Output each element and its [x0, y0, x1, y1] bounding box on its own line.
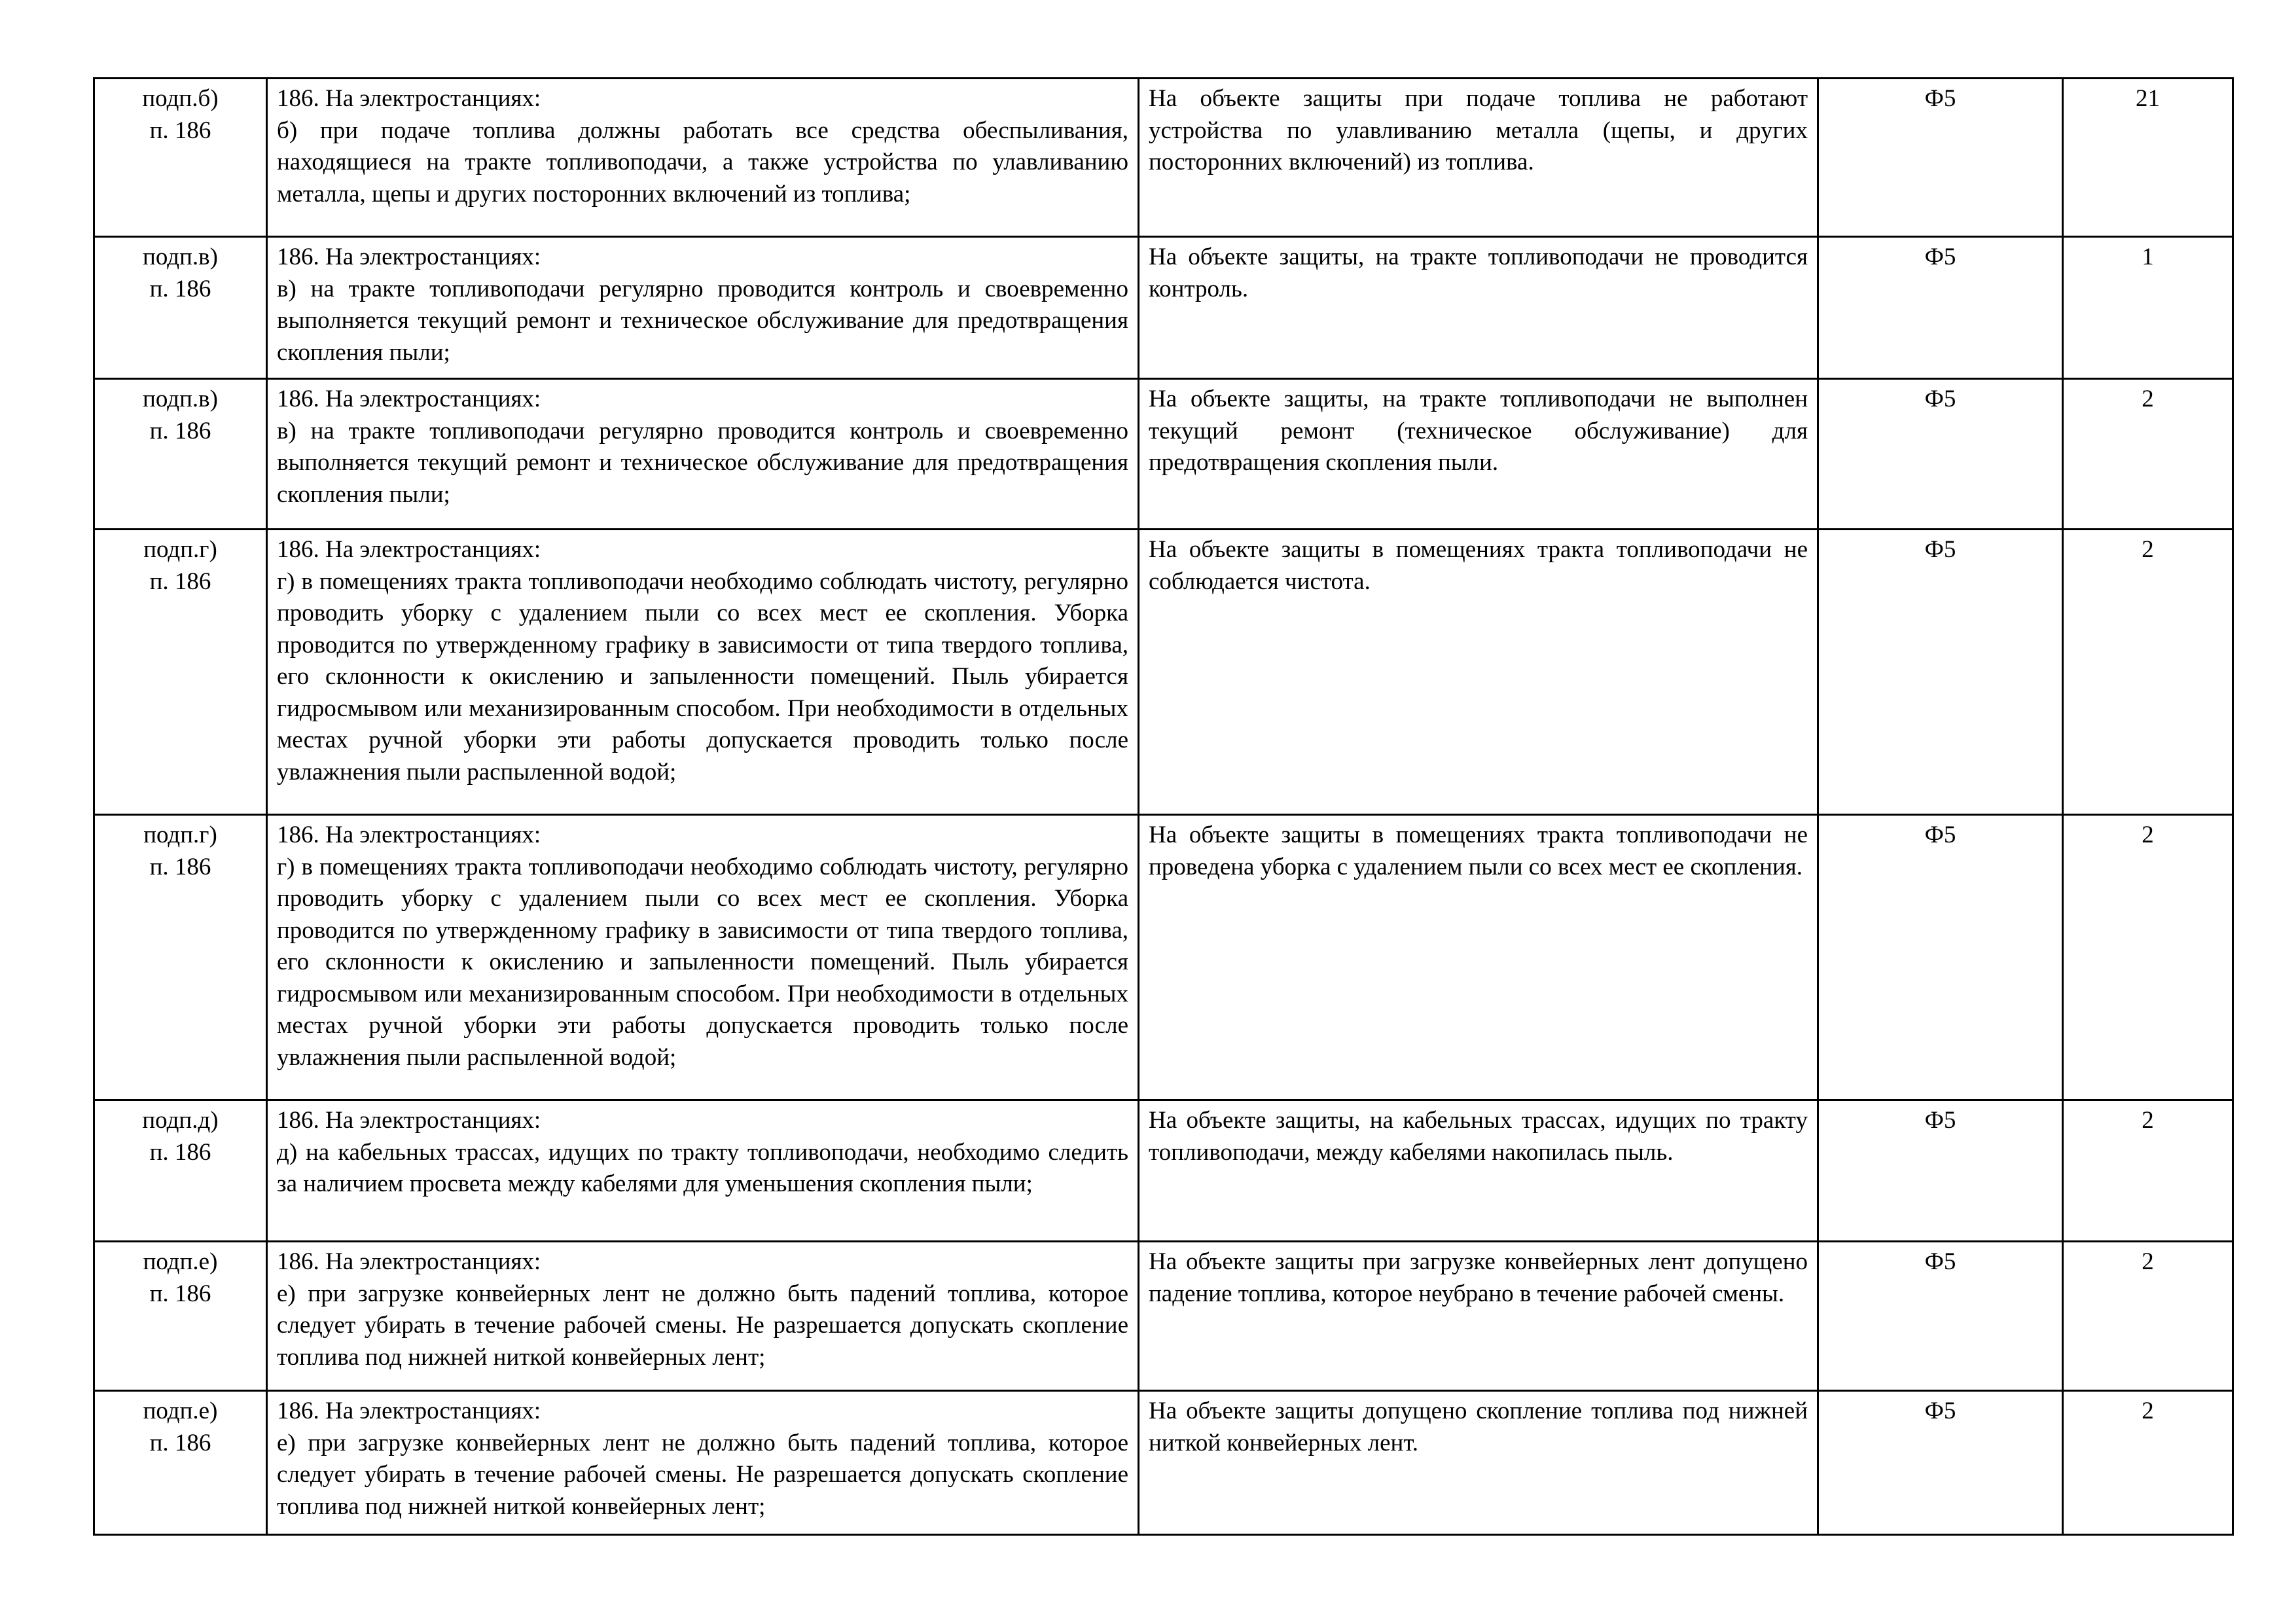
violations-table: [93, 77, 2234, 1536]
number-value: 2: [2142, 386, 2154, 412]
class-cell: [1818, 379, 2063, 530]
class-cell: [1818, 79, 2063, 237]
violation-cell: [1139, 1242, 1818, 1391]
clause-reference-cell: [94, 530, 267, 815]
class-value: Ф5: [1924, 1248, 1956, 1275]
requirement-cell: [267, 237, 1139, 379]
violation-cell: [1139, 1100, 1818, 1242]
clause-reference-cell: [94, 815, 267, 1100]
requirement-text: е) при загрузке конвейерных лент не должно быть падений топлива, которое следует убирать в течение рабочей смены. Не разрешается допускать скопление топлива под нижней ниткой конвейерных лент;: [277, 1280, 1128, 1371]
clause-reference-cell: [94, 379, 267, 530]
table-row: [94, 815, 2233, 1100]
requirement-heading: 186. На электростанциях:: [277, 536, 541, 563]
clause-label: п. 186: [149, 853, 211, 880]
class-cell: [1818, 1391, 2063, 1535]
class-cell: [1818, 1242, 2063, 1391]
clause-reference-cell: [94, 1391, 267, 1535]
subclause-label: подп.е): [143, 1248, 218, 1275]
requirement-cell: [267, 530, 1139, 815]
clause-label: п. 186: [149, 1280, 211, 1307]
violation-text: На объекте защиты при загрузке конвейерных лент допущено падение топлива, которое неубрано в течение рабочей смены.: [1149, 1248, 1808, 1307]
requirement-text: г) в помещениях тракта топливоподачи необходимо соблюдать чистоту, регулярно проводить уборку с удалением пыли со всех мест ее скопления. Уборка проводится по утвержденному графику в зависимости от типа твердого топлива, его склонности к окислению и запыленности помещений. Пыль убирается гидросмывом или механизированным способом. При необходимости в отдельных местах ручной уборки эти работы допускается проводить только после увлажнения пыли распыленной водой;: [277, 568, 1128, 785]
requirement-heading: 186. На электростанциях:: [277, 1248, 541, 1275]
number-value: 2: [2142, 1398, 2154, 1424]
class-value: Ф5: [1924, 244, 1956, 270]
clause-reference-cell: [94, 237, 267, 379]
requirement-heading: 186. На электростанциях:: [277, 386, 541, 412]
violation-cell: [1139, 530, 1818, 815]
class-value: Ф5: [1924, 536, 1956, 563]
number-cell: [2063, 530, 2233, 815]
class-value: Ф5: [1924, 85, 1956, 112]
table-row: [94, 1100, 2233, 1242]
clause-label: п. 186: [149, 1138, 211, 1166]
clause-reference-cell: [94, 1242, 267, 1391]
clause-label: п. 186: [149, 275, 211, 302]
violation-cell: [1139, 1391, 1818, 1535]
violation-text: На объекте защиты, на тракте топливоподачи не выполнен текущий ремонт (техническое обслуживание) для предотвращения скопления пыли.: [1149, 386, 1808, 476]
violation-text: На объекте защиты в помещениях тракта топливоподачи не соблюдается чистота.: [1149, 536, 1808, 595]
number-cell: [2063, 1100, 2233, 1242]
requirement-heading: 186. На электростанциях:: [277, 85, 541, 112]
number-value: 2: [2142, 821, 2154, 848]
class-value: Ф5: [1924, 821, 1956, 848]
number-cell: [2063, 1391, 2233, 1535]
subclause-label: подп.г): [143, 536, 217, 563]
violation-text: На объекте защиты при подаче топлива не работают устройства по улавливанию металла (щепы, и других посторонних включений) из топлива.: [1149, 85, 1808, 175]
requirement-cell: [267, 1391, 1139, 1535]
subclause-label: подп.б): [142, 85, 219, 112]
class-cell: [1818, 815, 2063, 1100]
clause-reference-cell: [94, 79, 267, 237]
class-cell: [1818, 1100, 2063, 1242]
requirement-cell: [267, 815, 1139, 1100]
violation-text: На объекте защиты, на тракте топливоподачи не проводится контроль.: [1149, 244, 1808, 302]
number-value: 1: [2142, 244, 2154, 270]
requirement-cell: [267, 379, 1139, 530]
class-cell: [1818, 530, 2063, 815]
requirement-text: г) в помещениях тракта топливоподачи необходимо соблюдать чистоту, регулярно проводить уборку с удалением пыли со всех мест ее скопления. Уборка проводится по утвержденному графику в зависимости от типа твердого топлива, его склонности к окислению и запыленности помещений. Пыль убирается гидросмывом или механизированным способом. При необходимости в отдельных местах ручной уборки эти работы допускается проводить только после увлажнения пыли распыленной водой;: [277, 853, 1128, 1071]
number-cell: [2063, 379, 2233, 530]
requirement-heading: 186. На электростанциях:: [277, 1107, 541, 1134]
violation-cell: [1139, 815, 1818, 1100]
violation-text: На объекте защиты в помещениях тракта топливоподачи не проведена уборка с удалением пыли со всех мест ее скопления.: [1149, 821, 1808, 880]
class-cell: [1818, 237, 2063, 379]
clause-label: п. 186: [149, 417, 211, 444]
subclause-label: подп.д): [142, 1107, 219, 1134]
violation-text: На объекте защиты, на кабельных трассах, идущих по тракту топливоподачи, между кабелями накопилась пыль.: [1149, 1107, 1808, 1166]
requirement-text: б) при подаче топлива должны работать все средства обеспыливания, находящиеся на тракте топливоподачи, а также устройства по улавливанию металла, щепы и других посторонних включений из топлива;: [277, 117, 1128, 208]
table-row: [94, 79, 2233, 237]
requirement-heading: 186. На электростанциях:: [277, 821, 541, 848]
table-row: [94, 237, 2233, 379]
table-row: [94, 1242, 2233, 1391]
table-row: [94, 1391, 2233, 1535]
number-cell: [2063, 1242, 2233, 1391]
requirement-text: в) на тракте топливоподачи регулярно проводится контроль и своевременно выполняется текущий ремонт и техническое обслуживание для предотвращения скопления пыли;: [277, 275, 1128, 366]
number-value: 2: [2142, 1248, 2154, 1275]
violation-cell: [1139, 79, 1818, 237]
table-row: [94, 379, 2233, 530]
number-cell: [2063, 237, 2233, 379]
number-value: 2: [2142, 1107, 2154, 1134]
violation-text: На объекте защиты допущено скопление топлива под нижней ниткой конвейерных лент.: [1149, 1398, 1808, 1456]
requirement-heading: 186. На электростанциях:: [277, 1398, 541, 1424]
clause-reference-cell: [94, 1100, 267, 1242]
number-value: 2: [2142, 536, 2154, 563]
subclause-label: подп.в): [143, 386, 218, 412]
requirement-cell: [267, 1242, 1139, 1391]
requirement-cell: [267, 1100, 1139, 1242]
requirement-text: в) на тракте топливоподачи регулярно проводится контроль и своевременно выполняется текущий ремонт и техническое обслуживание для предотвращения скопления пыли;: [277, 417, 1128, 508]
clause-label: п. 186: [149, 568, 211, 595]
requirement-text: е) при загрузке конвейерных лент не должно быть падений топлива, которое следует убирать в течение рабочей смены. Не разрешается допускать скопление топлива под нижней ниткой конвейерных лент;: [277, 1429, 1128, 1520]
subclause-label: подп.е): [143, 1398, 218, 1424]
requirement-heading: 186. На электростанциях:: [277, 244, 541, 270]
number-cell: [2063, 815, 2233, 1100]
violation-cell: [1139, 237, 1818, 379]
number-cell: [2063, 79, 2233, 237]
number-value: 21: [2136, 85, 2160, 112]
violation-cell: [1139, 379, 1818, 530]
class-value: Ф5: [1924, 1398, 1956, 1424]
class-value: Ф5: [1924, 1107, 1956, 1134]
subclause-label: подп.г): [143, 821, 217, 848]
requirement-text: д) на кабельных трассах, идущих по тракту топливоподачи, необходимо следить за наличием просвета между кабелями для уменьшения скопления пыли;: [277, 1138, 1128, 1197]
clause-label: п. 186: [149, 1429, 211, 1456]
class-value: Ф5: [1924, 386, 1956, 412]
requirement-cell: [267, 79, 1139, 237]
clause-label: п. 186: [149, 117, 211, 144]
table-row: [94, 530, 2233, 815]
subclause-label: подп.в): [143, 244, 218, 270]
